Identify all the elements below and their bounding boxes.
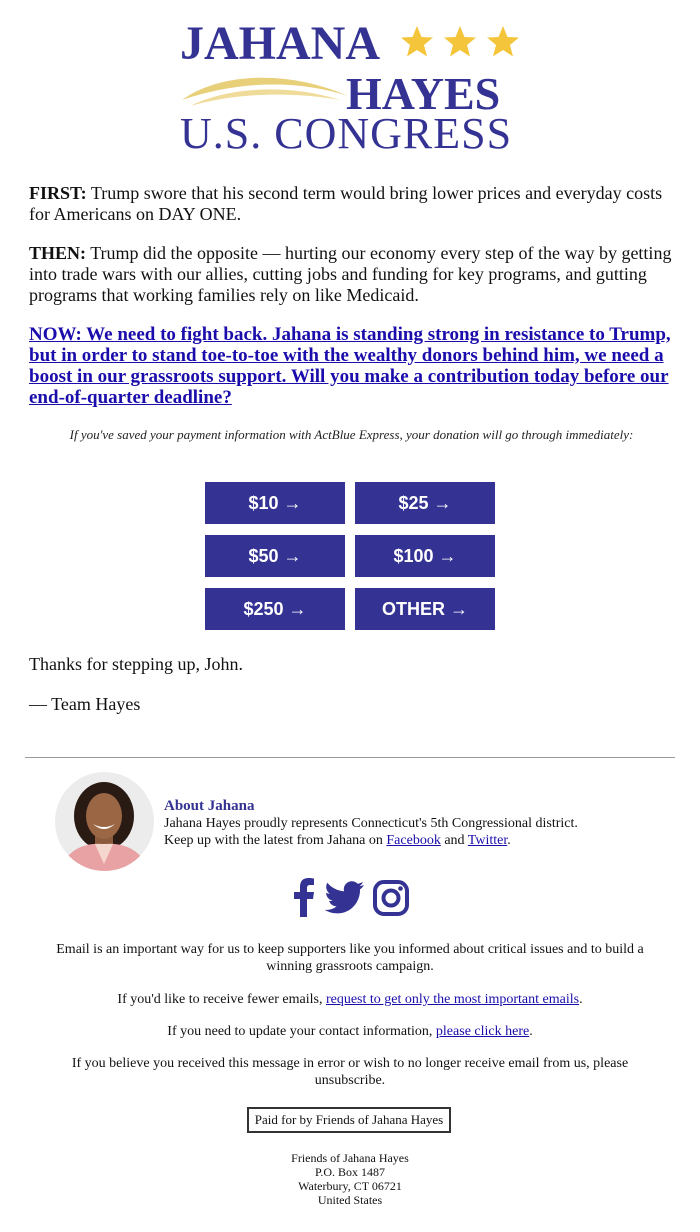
instagram-icon[interactable] — [373, 880, 409, 921]
unsubscribe-text: If you believe you received this message in error or wish to no longer receive email from us, please unsubscribe. — [71, 1056, 629, 1088]
swoosh-icon — [180, 66, 350, 114]
about-description: Jahana Hayes proudly represents Connecticut's 5th Congressional district. — [164, 816, 578, 831]
signoff-text: — Team Hayes — [29, 694, 141, 714]
fewer-prefix: If you'd like to receive fewer emails, — [117, 992, 326, 1007]
donate-other-button[interactable]: OTHER → — [355, 588, 495, 630]
twitter-link[interactable]: Twitter — [467, 833, 508, 848]
fewer-emails-line — [40, 991, 660, 1008]
fewer-emails-link[interactable]: request to get only the most important emails — [325, 992, 580, 1007]
update-suffix: . — [529, 1024, 533, 1039]
portrait-image — [55, 772, 154, 871]
about-follow — [164, 832, 664, 849]
first-paragraph — [29, 183, 674, 225]
update-prefix: If you need to update your contact information, — [167, 1024, 436, 1039]
email-importance-text: Email is an important way for us to keep supporters like you informed about critical issues and to build a winning grassroots campaign. — [56, 942, 644, 974]
paid-for-by-box: Paid for by Friends of Jahana Hayes — [247, 1107, 451, 1133]
stars-icon — [398, 22, 524, 62]
email-body — [29, 183, 674, 714]
logo-first-name: JAHANA — [180, 17, 380, 70]
campaign-logo — [176, 12, 526, 157]
address-line: P.O. Box 1487 — [314, 1165, 385, 1179]
update-contact-link[interactable]: please click here — [435, 1024, 530, 1039]
first-label: FIRST: — [29, 183, 87, 203]
donate-250-button[interactable]: $250 → — [205, 588, 345, 630]
facebook-link[interactable]: Facebook — [386, 833, 441, 848]
twitter-icon[interactable] — [325, 881, 365, 920]
about-heading: About Jahana — [164, 798, 255, 814]
donate-10-button[interactable]: $10 → — [205, 482, 345, 524]
first-text: Trump swore that his second term would bring lower prices and everyday costs for Americans on DAY ONE. — [29, 183, 663, 224]
logo-last-name: HAYES — [346, 68, 501, 119]
then-paragraph — [29, 243, 674, 306]
address-line: United States — [317, 1193, 383, 1207]
donate-50-button[interactable]: $50 → — [205, 535, 345, 577]
facebook-icon[interactable] — [291, 877, 315, 922]
social-icons — [289, 877, 413, 921]
donate-25-button[interactable]: $25 → — [355, 482, 495, 524]
address-line: Waterbury, CT 06721 — [298, 1179, 402, 1193]
fewer-suffix: . — [579, 992, 583, 1007]
donate-100-button[interactable]: $100 → — [355, 535, 495, 577]
logo-office: U.S. CONGRESS — [180, 109, 513, 158]
about-section — [164, 797, 664, 849]
period-text: . — [507, 833, 511, 848]
actblue-note: If you've saved your payment information with ActBlue Express, your donation will go through immediately: — [69, 427, 634, 442]
footer-divider — [25, 757, 675, 758]
then-label: THEN: — [29, 243, 87, 263]
address-line: Friends of Jahana Hayes — [291, 1151, 409, 1165]
and-text: and — [440, 833, 468, 848]
then-text: Trump did the opposite — hurting our economy every step of the way by getting into trade wars with our allies, cutting jobs and funding for key programs, and gutting programs that working families rely on like Medicaid. — [29, 243, 672, 305]
donation-button-grid — [205, 482, 497, 630]
mailing-address — [200, 1151, 500, 1207]
update-contact-line — [40, 1023, 660, 1040]
follow-prefix: Keep up with the latest from Jahana on — [164, 833, 387, 848]
closing — [29, 654, 674, 734]
avatar — [55, 772, 154, 871]
thanks-text: Thanks for stepping up, John. — [29, 654, 243, 674]
now-donate-link[interactable]: NOW: We need to fight back. Jahana is standing strong in resistance to Trump, but in order to stand toe-to-toe with the wealthy donors behind him, we need a boost in our grassroots support. Will you make a contribution today before our end-of-quarter deadline? — [29, 324, 671, 408]
